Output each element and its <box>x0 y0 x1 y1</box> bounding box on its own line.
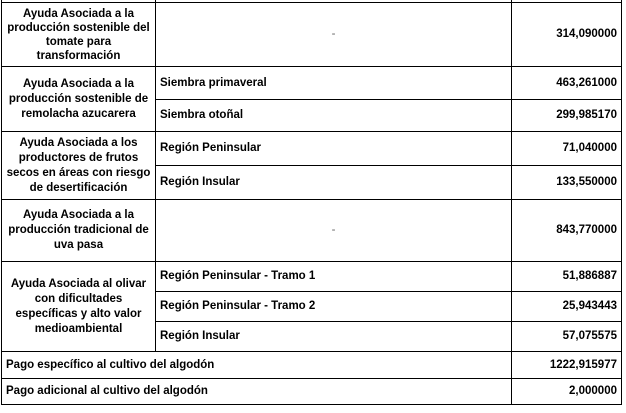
payment-amount-cell: 2,000000 <box>512 379 622 405</box>
aid-variant-cell: Siembra otoñal <box>156 100 512 132</box>
table-row <box>2 67 622 100</box>
aid-name-cell: Ayuda Asociada a la producción sostenible del tomate para transformación <box>2 3 156 67</box>
aid-amount-cell: 299,985170 <box>512 100 622 132</box>
aid-amount-cell: 71,040000 <box>512 132 622 166</box>
aid-amount-cell: 51,886887 <box>512 262 622 292</box>
aid-name-cell: Ayuda Asociada a los productores de frutos secos en áreas con riesgo de desertificación <box>2 132 156 200</box>
aid-amount-cell: 133,550000 <box>512 166 622 200</box>
aid-name-cell: Ayuda Asociada al olivar con dificultades específicas y alto valor medioambiental <box>2 262 156 352</box>
payment-label-cell: Pago adicional al cultivo del algodón <box>2 379 512 405</box>
aid-name-cell: Ayuda Asociada a la producción tradicional de uva pasa <box>2 200 156 262</box>
table-row <box>2 200 622 262</box>
payment-amount-cell: 1222,915977 <box>512 352 622 379</box>
table-row <box>2 3 622 67</box>
table-row <box>2 132 622 166</box>
aid-amount-cell: 843,770000 <box>512 200 622 262</box>
aid-variant-cell: - <box>156 3 512 67</box>
aid-variant-cell: Región Insular <box>156 166 512 200</box>
aid-variant-cell: Región Peninsular - Tramo 2 <box>156 292 512 322</box>
payment-label-cell: Pago específico al cultivo del algodón <box>2 352 512 379</box>
aid-amount-cell: 314,090000 <box>512 3 622 67</box>
aid-variant-cell: Región Peninsular - Tramo 1 <box>156 262 512 292</box>
aid-variant-cell: Región Insular <box>156 322 512 352</box>
table-row <box>2 379 622 405</box>
aid-variant-cell: - <box>156 200 512 262</box>
aid-variant-cell: Región Peninsular <box>156 132 512 166</box>
table-row <box>2 352 622 379</box>
aid-amount-cell: 25,943443 <box>512 292 622 322</box>
aid-variant-cell: Siembra primaveral <box>156 67 512 100</box>
aid-name-cell: Ayuda Asociada a la producción sostenible de remolacha azucarera <box>2 67 156 132</box>
aid-amount-cell: 57,075575 <box>512 322 622 352</box>
table-row <box>2 262 622 292</box>
aid-amounts-table <box>1 0 622 405</box>
aid-amount-cell: 463,261000 <box>512 67 622 100</box>
